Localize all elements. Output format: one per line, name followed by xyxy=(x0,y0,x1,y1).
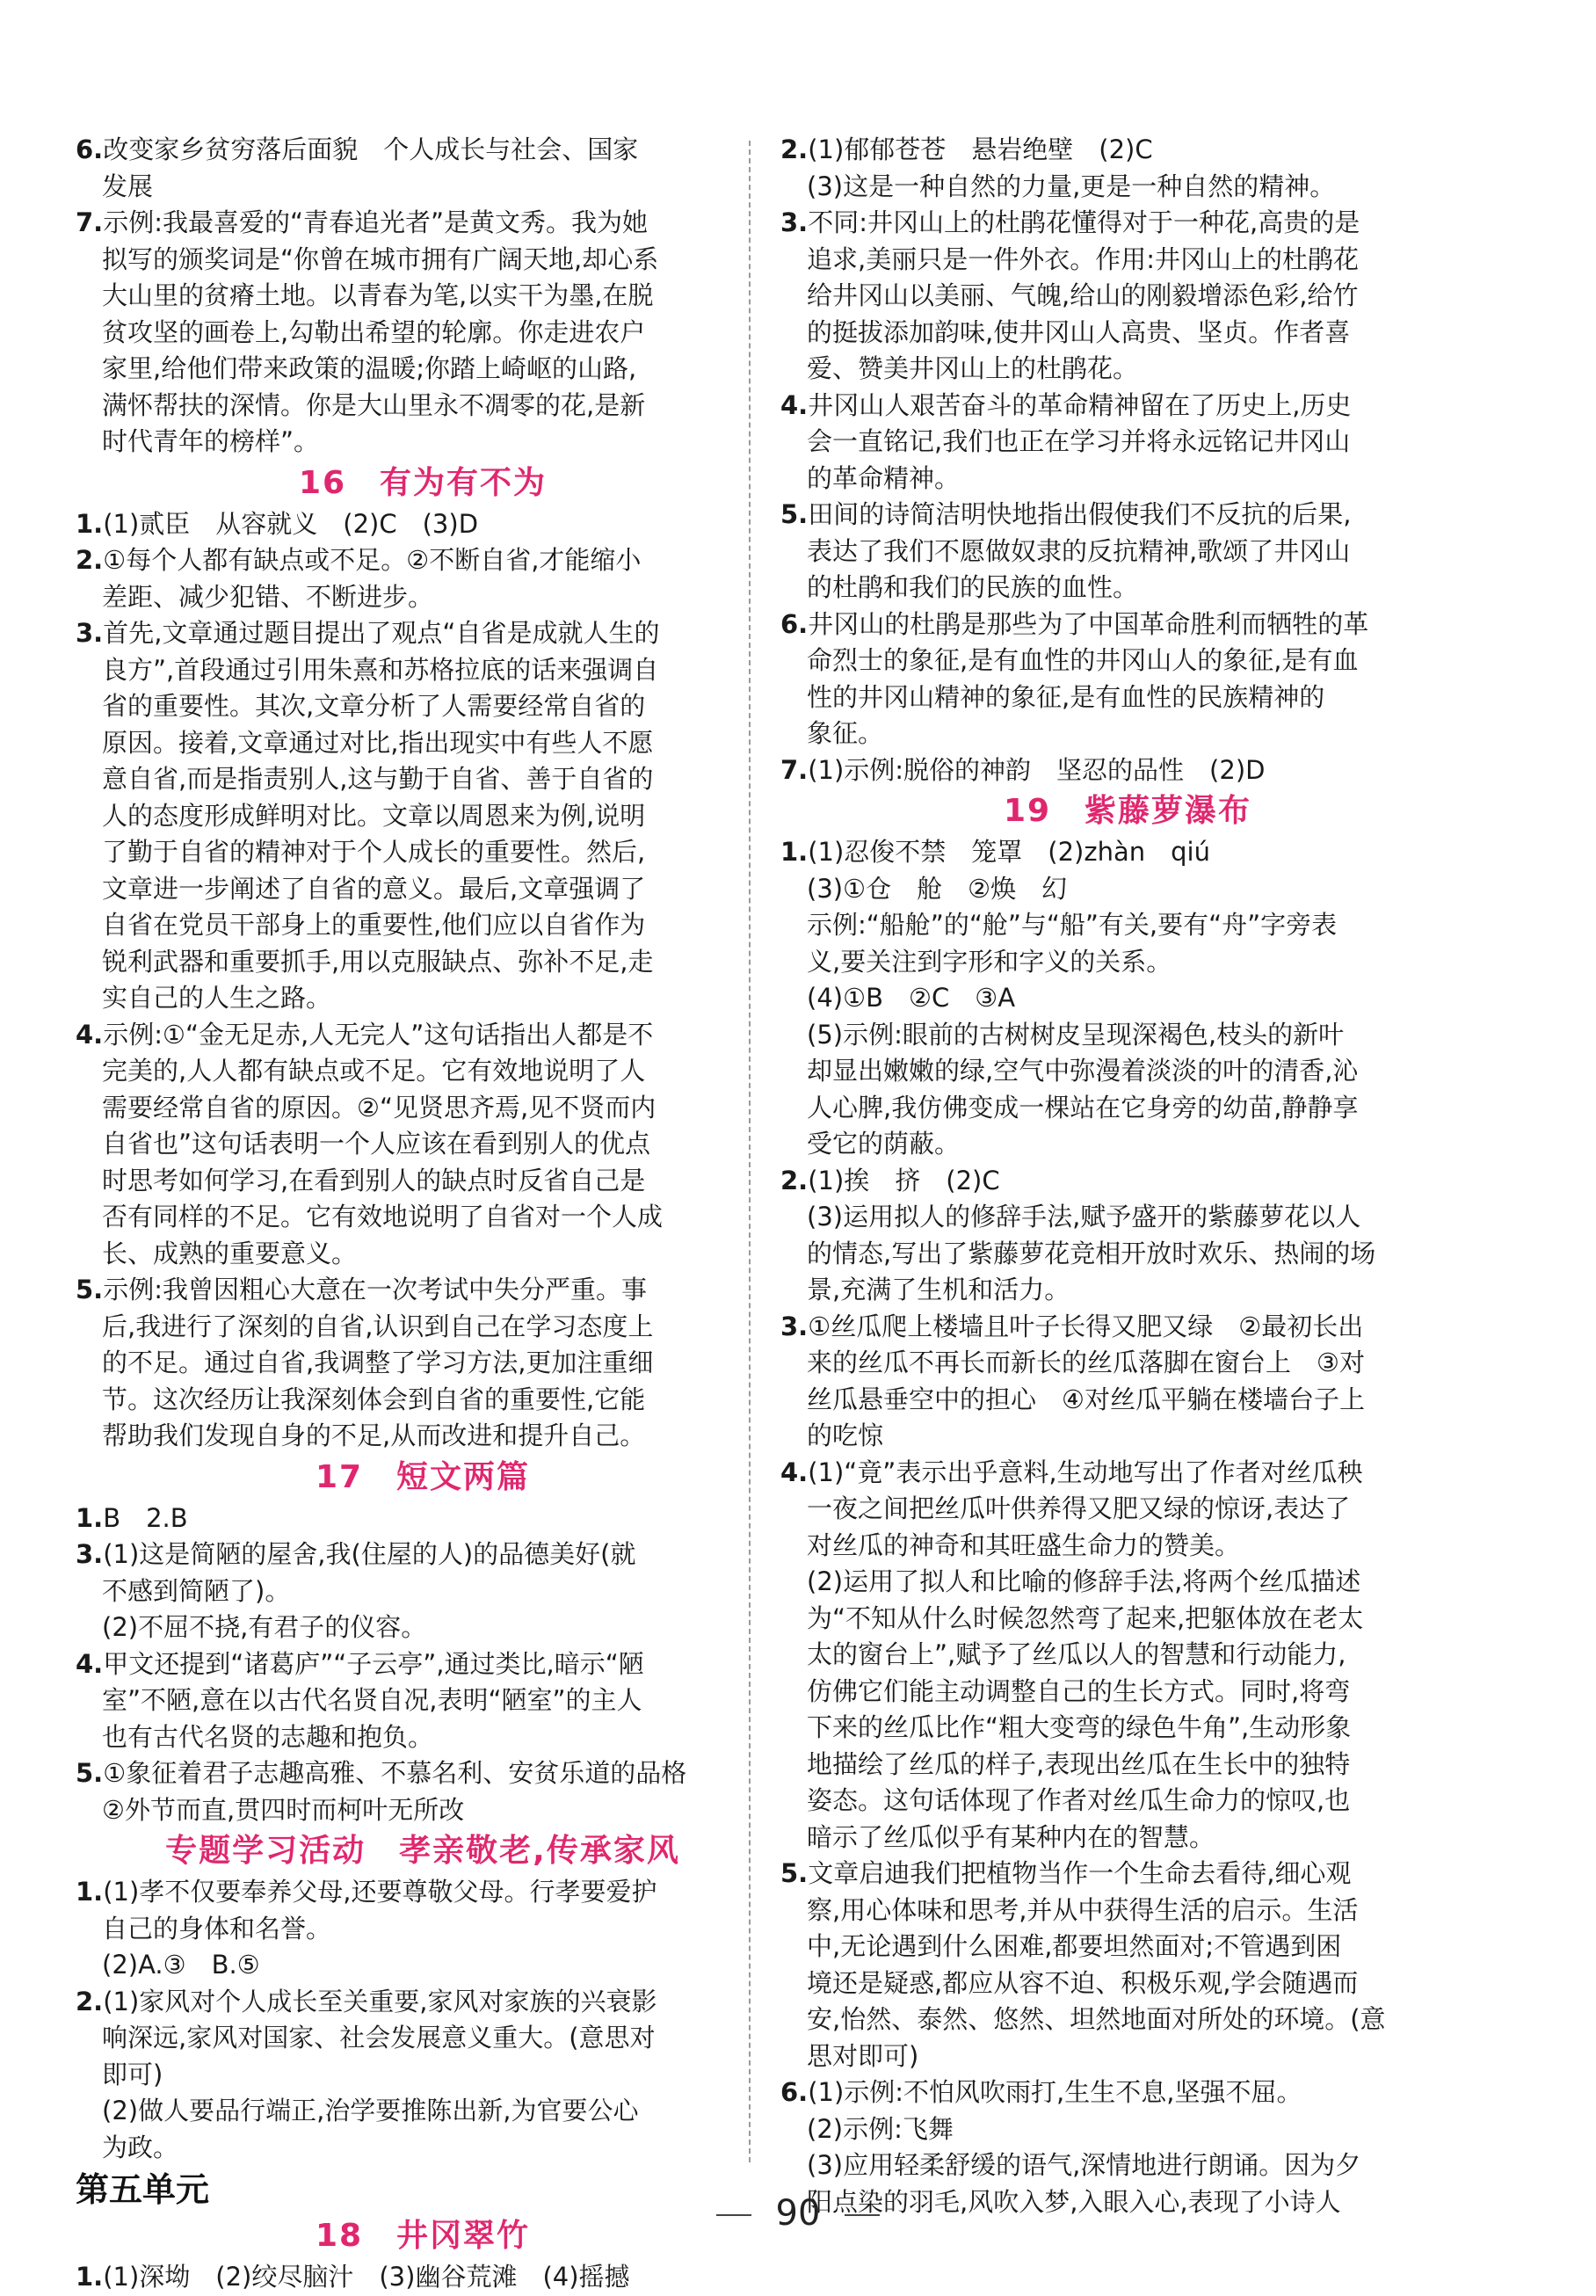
answer-continuation: 了勤于自省的精神对于个人成长的重要性。然后, xyxy=(102,837,646,867)
answer-text: ①丝瓜爬上楼墙且叶子长得又肥又绿 ②最初长出 xyxy=(808,1311,1364,1341)
answer-text: 井冈山人艰苦奋斗的革命精神留在了历史上,历史 xyxy=(808,389,1352,420)
question-number: 1. xyxy=(76,1877,104,1907)
answer-continuation: (3)运用拟人的修辞手法,赋予盛开的紫藤萝花以人 xyxy=(807,1202,1361,1232)
question-number: 4. xyxy=(76,1648,104,1679)
question-number: 4. xyxy=(76,1019,104,1050)
answer-continuation: 省的重要性。其次,文章分析了人需要经常自省的 xyxy=(102,691,646,721)
answer-continuation: 实自己的人生之路。 xyxy=(102,983,332,1013)
answer-continuation: 暗示了丝瓜似乎有某种内在的智慧。 xyxy=(807,1821,1215,1852)
answer-continuation: 命烈士的象征,是有血性的井冈山人的象征,是有血 xyxy=(807,645,1359,675)
answer-line xyxy=(76,542,770,579)
answer-text: (1)贰臣 从容就义 (2)C (3)D xyxy=(103,508,479,539)
answer-continuation: (5)示例:眼前的古树树皮呈现深褐色,枝头的新叶 xyxy=(807,1019,1345,1050)
answer-continuation: ②外节而直,贯四时而柯叶无所改 xyxy=(102,1794,465,1825)
answer-text: 田间的诗简洁明快地指出假使我们不反抗的后果, xyxy=(808,499,1352,529)
answer-continuation: 地描绘了丝瓜的样子,表现出丝瓜在生长中的独特 xyxy=(807,1748,1351,1779)
answer-continuation: 的吃惊 xyxy=(807,1420,884,1450)
answer-line xyxy=(76,2259,770,2296)
answer-text: 首先,文章通过题目提出了观点“自省是成就人生的 xyxy=(103,618,660,648)
answer-line xyxy=(76,1500,770,1537)
answer-line xyxy=(76,1874,770,1911)
question-number: 2. xyxy=(76,1986,104,2016)
answer-text: (1)郁郁苍苍 悬岩绝壁 (2)C xyxy=(808,134,1153,164)
answer-continuation: 太的窗台上”,赋予了丝瓜以人的智慧和行动能力, xyxy=(807,1639,1346,1669)
answer-continuation: 自省在党员干部身上的重要性,他们应以自省作为 xyxy=(102,910,646,940)
section-title: 专题学习活动 孝亲敬老,传承家风 xyxy=(165,1833,680,1869)
answer-text: (1)示例:不怕风吹雨打,生生不息,坚强不屈。 xyxy=(808,2077,1302,2107)
answer-continuation: 差距、减少犯错、不断进步。 xyxy=(102,581,434,612)
answer-continuation: 姿态。这句话体现了作者对丝瓜生命力的惊叹,也 xyxy=(807,1785,1351,1815)
answer-text: 示例:我曾因粗心大意在一次考试中失分严重。事 xyxy=(103,1275,647,1304)
answer-continuation: 丝瓜悬垂空中的担心 ④对丝瓜平躺在楼墙台子上 xyxy=(807,1384,1365,1414)
answer-continuation: 追求,美丽只是一件外衣。作用:井冈山上的杜鹃花 xyxy=(807,243,1359,274)
answer-continuation: (2)示例:飞舞 xyxy=(807,2113,954,2144)
answer-continuation: 的杜鹃和我们的民族的血性。 xyxy=(807,572,1139,602)
question-number: 7. xyxy=(76,207,104,237)
answer-line xyxy=(780,752,1475,789)
answer-text: ①每个人都有缺点或不足。②不断自省,才能缩小 xyxy=(103,545,642,575)
unit-heading: 第五单元 xyxy=(76,2170,210,2209)
answer-continuation: 人心脾,我仿佛变成一棵站在它身旁的幼苗,静静享 xyxy=(807,1092,1359,1123)
question-number: 4. xyxy=(780,389,809,420)
footer-dash-left xyxy=(716,2214,751,2216)
section-title: 19 紫藤萝瀑布 xyxy=(1003,793,1252,829)
answer-continuation: (4)①B ②C ③A xyxy=(807,983,1016,1013)
footer-dash-right xyxy=(845,2214,880,2216)
answer-text: (1)深坳 (2)绞尽脑汁 (3)幽谷荒滩 (4)摇撼 xyxy=(103,2262,630,2292)
answer-line xyxy=(780,205,1475,242)
answer-continuation: 需要经常自省的原因。②“见贤思齐焉,见不贤而内 xyxy=(102,1092,657,1123)
question-number: 6. xyxy=(780,608,809,639)
section-title: 18 井冈翠竹 xyxy=(315,2218,531,2254)
answer-text: B 2.B xyxy=(103,1502,188,1533)
page-number: 90 xyxy=(775,2193,821,2234)
answer-continuation: 为“不知从什么时候忽然弯了起来,把躯体放在老太 xyxy=(807,1602,1364,1633)
answer-continuation: 完美的,人人都有缺点或不足。它有效地说明了人 xyxy=(102,1056,646,1086)
answer-text: ①象征着君子志趣高雅、不慕名利、安贫乐道的品格 xyxy=(103,1758,687,1788)
answer-text: (1)这是简陋的屋舍,我(住屋的人)的品德美好(就 xyxy=(103,1539,636,1569)
answer-continuation: 受它的荫蔽。 xyxy=(807,1129,961,1159)
answer-continuation: (2)不屈不挠,有君子的仪容。 xyxy=(102,1612,427,1642)
answer-line xyxy=(76,1537,770,1573)
question-number: 5. xyxy=(76,1275,104,1304)
answer-continuation: 帮助我们发现自身的不足,从而改进和提升自己。 xyxy=(102,1420,646,1450)
answer-continuation: 的革命精神。 xyxy=(807,462,961,493)
page-footer xyxy=(0,2193,1596,2234)
answer-continuation: 却显出嫩嫩的绿,空气中弥漫着淡淡的叶的清香,沁 xyxy=(807,1056,1359,1086)
answer-text: (1)挨 挤 (2)C xyxy=(808,1165,1000,1195)
left-column xyxy=(76,132,770,2296)
answer-continuation: 大山里的贫瘠土地。以青春为笔,以实干为墨,在脱 xyxy=(102,280,654,310)
answer-continuation: 爱、赞美井冈山上的杜鹃花。 xyxy=(807,353,1139,383)
question-number: 1. xyxy=(76,1502,104,1533)
answer-continuation: 为政。 xyxy=(102,2132,179,2162)
question-number: 1. xyxy=(780,837,809,867)
answer-continuation: 表达了我们不愿做奴隶的反抗精神,歌颂了井冈山 xyxy=(807,535,1351,566)
answer-text: 示例:①“金无足赤,人无完人”这句话指出人都是不 xyxy=(103,1019,654,1050)
answer-line xyxy=(780,1455,1475,1492)
answer-continuation: 时代青年的榜样”。 xyxy=(102,426,320,456)
answer-text: 不同:井冈山上的杜鹃花懂得对于一种花,高贵的是 xyxy=(808,207,1360,237)
question-number: 5. xyxy=(780,499,809,529)
answer-line xyxy=(780,497,1475,534)
answer-line xyxy=(76,1017,770,1054)
answer-continuation: 良方”,首段通过引用朱熹和苏格拉底的话来强调自 xyxy=(102,654,659,685)
answer-continuation: 性的井冈山精神的象征,是有血性的民族精神的 xyxy=(807,681,1325,712)
question-number: 6. xyxy=(780,2077,809,2107)
answer-continuation: 满怀帮扶的深情。你是大山里永不凋零的花,是新 xyxy=(102,389,646,420)
answer-continuation: 意自省,而是指责别人,这与勤于自省、善于自省的 xyxy=(102,764,654,794)
answer-line xyxy=(780,388,1475,425)
answer-continuation: 后,我进行了深刻的自省,认识到自己在学习态度上 xyxy=(102,1311,654,1341)
question-number: 4. xyxy=(780,1457,809,1487)
answer-continuation: 对丝瓜的神奇和其旺盛生命力的赞美。 xyxy=(807,1529,1241,1560)
answer-continuation: 文章进一步阐述了自省的意义。最后,文章强调了 xyxy=(102,873,646,904)
answer-continuation: 人的态度形成鲜明对比。文章以周恩来为例,说明 xyxy=(102,800,646,831)
answer-line xyxy=(780,1856,1475,1893)
answer-text: (1)孝不仅要奉养父母,还要尊敬父母。行孝要爱护 xyxy=(103,1877,657,1907)
answer-continuation: 自省也”这句话表明一个人应该在看到别人的优点 xyxy=(102,1129,651,1159)
answer-continuation: (3)①仓 舱 ②焕 幻 xyxy=(807,873,1068,904)
answer-continuation: 境还是疑惑,都应从容不迫、积极乐观,学会随遇而 xyxy=(807,1967,1359,1998)
question-number: 3. xyxy=(780,207,809,237)
question-number: 3. xyxy=(76,1539,104,1569)
answer-text: (1)示例:脱俗的神韵 坚忍的品性 (2)D xyxy=(808,754,1266,785)
answer-continuation: 发展 xyxy=(102,171,154,201)
answer-continuation: 否有同样的不足。它有效地说明了自省对一个人成 xyxy=(102,1202,664,1232)
answer-line xyxy=(780,1309,1475,1346)
question-number: 3. xyxy=(780,1311,809,1341)
answer-continuation: 景,充满了生机和活力。 xyxy=(807,1275,1070,1304)
answer-line xyxy=(780,607,1475,643)
answer-line xyxy=(76,1646,770,1683)
answer-continuation: 象征。 xyxy=(807,718,884,748)
answer-continuation: 给井冈山以美丽、气魄,给山的刚毅增添色彩,给竹 xyxy=(807,280,1359,310)
answer-continuation: 中,无论遇到什么困难,都要坦然面对;不管遇到困 xyxy=(807,1931,1342,1961)
answer-continuation: 安,怡然、泰然、悠然、坦然地面对所处的环境。(意 xyxy=(807,2004,1386,2034)
answer-line xyxy=(780,132,1475,169)
answer-text: 文章启迪我们把植物当作一个生命去看待,细心观 xyxy=(808,1858,1352,1888)
question-number: 2. xyxy=(780,134,809,164)
answer-line xyxy=(76,1984,770,2021)
answer-text: (1)“竟”表示出乎意料,生动地写出了作者对丝瓜秧 xyxy=(808,1457,1363,1487)
answer-line xyxy=(780,834,1475,871)
answer-continuation: 即可) xyxy=(102,2059,163,2089)
answer-continuation: 贫攻坚的画卷上,勾勒出希望的轮廓。你走进农户 xyxy=(102,316,646,347)
answer-continuation: 时思考如何学习,在看到别人的缺点时反省自己是 xyxy=(102,1165,646,1195)
answer-continuation: 阳点染的羽毛,风吹入梦,入眼入心,表现了小诗人 xyxy=(807,2186,1341,2217)
answer-continuation: 节。这次经历让我深刻体会到自省的重要性,它能 xyxy=(102,1384,646,1414)
answer-line xyxy=(780,2074,1475,2111)
column-divider xyxy=(749,141,751,2162)
answer-text: 井冈山的杜鹃是那些为了中国革命胜利而牺牲的革 xyxy=(808,608,1369,639)
question-number: 5. xyxy=(780,1858,809,1888)
section-title: 17 短文两篇 xyxy=(315,1458,531,1495)
answer-continuation: 长、成熟的重要意义。 xyxy=(102,1238,358,1268)
answer-text: (1)家风对个人成长至关重要,家风对家族的兴衰影 xyxy=(103,1986,657,2016)
answer-continuation: (2)运用了拟人和比喻的修辞手法,将两个丝瓜描述 xyxy=(807,1566,1361,1596)
answer-continuation: 义,要关注到字形和字义的关系。 xyxy=(807,946,1172,977)
question-number: 3. xyxy=(76,618,104,648)
answer-text: 改变家乡贫穷落后面貌 个人成长与社会、国家 xyxy=(103,134,639,164)
answer-text: 甲文还提到“诸葛庐”“子云亭”,通过类比,暗示“陋 xyxy=(103,1648,644,1679)
answer-continuation: 家里,给他们带来政策的温暖;你踏上崎岖的山路, xyxy=(102,353,637,383)
answer-text: 示例:我最喜爱的“青春追光者”是黄文秀。我为她 xyxy=(103,207,649,237)
answer-continuation: 不感到简陋了)。 xyxy=(102,1575,291,1606)
right-column xyxy=(780,132,1475,2220)
answer-text: (1)忍俊不禁 笼罩 (2)zhàn qiú xyxy=(808,837,1210,867)
answer-line xyxy=(76,1755,770,1792)
answer-continuation: 室”不陋,意在以古代名贤自况,表明“陋室”的主人 xyxy=(102,1685,642,1715)
question-number: 6. xyxy=(76,134,104,164)
answer-continuation: 响深远,家风对国家、社会发展意义重大。(意思对 xyxy=(102,2023,656,2053)
question-number: 2. xyxy=(76,545,104,575)
answer-line xyxy=(76,205,770,242)
answer-continuation: (2)做人要品行端正,治学要推陈出新,为官要公心 xyxy=(102,2096,639,2125)
answer-continuation: 来的丝瓜不再长而新长的丝瓜落脚在窗台上 ③对 xyxy=(807,1348,1365,1377)
answer-continuation: 下来的丝瓜比作“粗大变弯的绿色牛角”,生动形象 xyxy=(807,1712,1352,1742)
question-number: 1. xyxy=(76,508,104,539)
answer-continuation: 拟写的颁奖词是“你曾在城市拥有广阔天地,却心系 xyxy=(102,243,659,274)
answer-continuation: 原因。接着,文章通过对比,指出现实中有些人不愿 xyxy=(102,727,654,758)
answer-continuation: 锐利武器和重要抓手,用以克服缺点、弥补不足,走 xyxy=(102,946,654,977)
answer-continuation: 一夜之间把丝瓜叶供养得又肥又绿的惊讶,表达了 xyxy=(807,1493,1351,1523)
answer-line xyxy=(76,506,770,543)
answer-continuation: 也有古代名贤的志趣和抱负。 xyxy=(102,1721,434,1752)
answer-continuation: 示例:“船舱”的“舱”与“船”有关,要有“舟”字旁表 xyxy=(807,910,1338,940)
answer-line xyxy=(76,1272,770,1309)
answer-continuation: (3)应用轻柔舒缓的语气,深情地进行朗诵。因为夕 xyxy=(807,2150,1361,2180)
question-number: 2. xyxy=(780,1165,809,1195)
answer-continuation: 会一直铭记,我们也正在学习并将永远铭记井冈山 xyxy=(807,426,1351,456)
answer-line xyxy=(76,132,770,169)
answer-continuation: (3)这是一种自然的力量,更是一种自然的精神。 xyxy=(807,171,1336,201)
answer-continuation: 察,用心体味和思考,并从中获得生活的启示。生活 xyxy=(807,1894,1359,1925)
question-number: 7. xyxy=(780,754,809,785)
answer-continuation: 自己的身体和名誉。 xyxy=(102,1913,332,1944)
answer-continuation: 的不足。通过自省,我调整了学习方法,更加注重细 xyxy=(102,1348,654,1377)
answer-continuation: 的挺拔添加韵味,使井冈山人高贵、坚贞。作者喜 xyxy=(807,316,1351,347)
answer-continuation: (2)A.③ B.⑤ xyxy=(102,1950,260,1980)
question-number: 5. xyxy=(76,1758,104,1788)
question-number: 1. xyxy=(76,2262,104,2292)
answer-continuation: 思对即可) xyxy=(807,2040,919,2071)
answer-line xyxy=(76,615,770,652)
answer-continuation: 的情态,写出了紫藤萝花竞相开放时欢乐、热闹的场 xyxy=(807,1238,1376,1268)
answer-line xyxy=(780,1163,1475,1200)
answer-continuation: 仿佛它们能主动调整自己的生长方式。同时,将弯 xyxy=(807,1675,1351,1706)
section-title: 16 有为有不为 xyxy=(298,464,548,501)
